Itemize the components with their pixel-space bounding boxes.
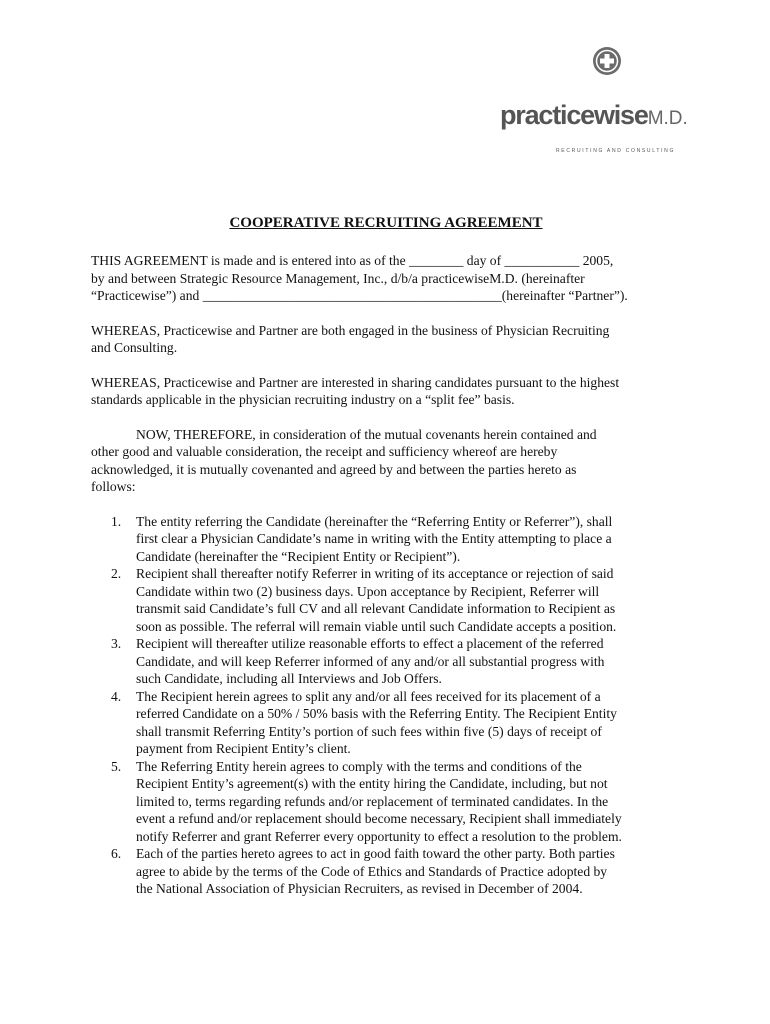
now-therefore-paragraph (91, 426, 691, 496)
clause-line: The entity referring the Candidate (hereinafter the “Referring Entity or Referrer”), shall (136, 513, 613, 529)
intro-paragraph (91, 252, 691, 305)
clause-number: 2. (111, 566, 122, 581)
logo-wordmark (500, 100, 720, 131)
clause-line: transmit said Candidate’s full CV and all relevant Candidate information to Recipient as (136, 601, 616, 616)
whereas-line: standards applicable in the physician recruiting industry on a “split fee” basis. (91, 392, 515, 407)
clause-line: The Recipient herein agrees to split any and/or all fees received for its placement of a (136, 688, 601, 704)
clause-item (91, 845, 691, 898)
clause-line: Candidate, and will keep Referrer informed of any and/or all substantial progress with (136, 653, 605, 669)
clause-item (91, 513, 691, 566)
whereas-line: and Consulting. (91, 340, 178, 355)
intro-line: “Practicewise”) and ____________________________________________(hereinafter “Partner”). (91, 288, 628, 303)
agreement-body (91, 213, 691, 898)
clause-line: Candidate within two (2) business days. Upon acceptance by Recipient, Referrer will (136, 583, 600, 599)
whereas-line: WHEREAS, Practicewise and Partner are both engaged in the business of Physician Recruiting (91, 322, 610, 338)
now-therefore-line: follows: (91, 479, 136, 494)
clause-line: Recipient will thereafter utilize reasonable efforts to effect a placement of the referred (136, 636, 604, 651)
clause-list (91, 513, 691, 898)
now-therefore-line: NOW, THEREFORE, in consideration of the mutual covenants herein contained and (136, 426, 597, 442)
clause-number: 3. (111, 636, 122, 651)
intro-line: THIS AGREEMENT is made and is entered into as of the ________ day of ___________ 2005, (91, 253, 614, 268)
clause-line: first clear a Physician Candidate’s name in writing with the Entity attempting to place a (136, 531, 612, 546)
clause-line: notify Referrer and grant Referrer every opportunity to effect a resolution to the problem. (136, 828, 622, 844)
whereas-line: WHEREAS, Practicewise and Partner are interested in sharing candidates pursuant to the highest (91, 374, 620, 390)
whereas-paragraph-2 (91, 374, 691, 409)
intro-line: by and between Strategic Resource Management, Inc., d/b/a practicewiseM.D. (hereinafter (91, 270, 585, 286)
clause-item (91, 635, 691, 688)
logo-tagline: RECRUITING AND CONSULTING (556, 148, 676, 154)
now-therefore-line: acknowledged, it is mutually covenanted and agreed by and between the parties hereto as (91, 461, 577, 477)
logo-wordmark-main: practicewise (500, 100, 648, 130)
clause-line: shall transmit Referring Entity’s portion of such fees within five (5) days of receipt of (136, 723, 602, 739)
company-logo (500, 44, 720, 159)
clause-line: limited to, terms regarding refunds and/or replacement of terminated candidates. In the (136, 793, 609, 809)
clause-item (91, 688, 691, 758)
logo-wordmark-suffix: M.D. (647, 108, 688, 129)
clause-line: payment from Recipient Entity’s client. (136, 741, 351, 756)
clause-number: 6. (111, 846, 122, 861)
clause-line: such Candidate, including all Interviews and Job Offers. (136, 671, 442, 686)
clause-line: Candidate (hereinafter the “Recipient Entity or Recipient”). (136, 548, 461, 564)
clause-line: Each of the parties hereto agrees to act in good faith toward the other party. Both parties (136, 846, 615, 861)
medical-cross-icon (592, 46, 622, 76)
clause-line: The Referring Entity herein agrees to comply with the terms and conditions of the (136, 758, 582, 774)
whereas-paragraph-1 (91, 322, 691, 357)
now-therefore-line: other good and valuable consideration, the receipt and sufficiency whereof are hereby (91, 444, 558, 459)
clause-number: 5. (111, 758, 122, 774)
clause-number: 4. (111, 688, 122, 704)
clause-line: Recipient shall thereafter notify Referrer in writing of its acceptance or rejection of said (136, 566, 614, 581)
clause-line: soon as possible. The referral will remain viable until such Candidate accepts a position. (136, 618, 617, 634)
clause-line: Recipient Entity’s agreement(s) with the entity hiring the Candidate, including, but not (136, 776, 608, 791)
clause-item (91, 565, 691, 635)
clause-line: the National Association of Physician Recruiters, as revised in December of 2004. (136, 881, 583, 896)
clause-number: 1. (111, 513, 122, 529)
clause-line: event a refund and/or replacement should become necessary, Recipient shall immediately (136, 811, 622, 826)
clause-line: referred Candidate on a 50% / 50% basis with the Referring Entity. The Recipient Entity (136, 706, 617, 721)
clause-line: agree to abide by the terms of the Code of Ethics and Standards of Practice adopted by (136, 863, 608, 879)
clause-item (91, 758, 691, 846)
document-title: COOPERATIVE RECRUITING AGREEMENT (229, 215, 543, 231)
